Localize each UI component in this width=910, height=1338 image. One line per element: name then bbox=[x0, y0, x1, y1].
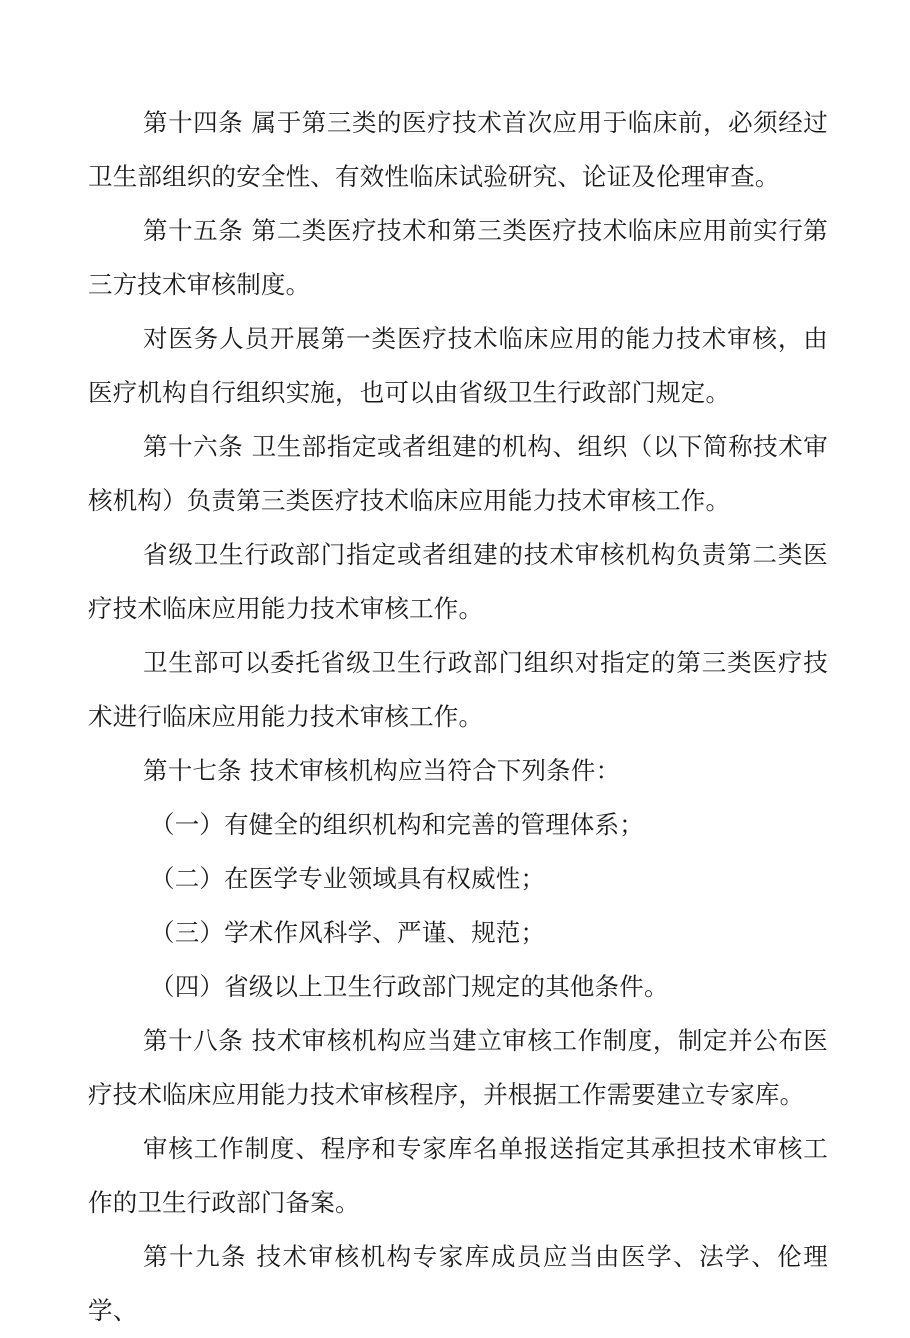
article-15: 第十五条 第二类医疗技术和第三类医疗技术临床应用前实行第三方技术审核制度。 bbox=[88, 216, 828, 299]
article-16-paragraph-2: 省级卫生行政部门指定或者组建的技术审核机构负责第二类医疗技术临床应用能力技术审核工作。 bbox=[88, 540, 828, 623]
article-17-item-1: （一）有健全的组织机构和完善的管理体系； bbox=[150, 810, 644, 839]
article-19: 第十九条 技术审核机构专家库成员应当由医学、法学、伦理学、 bbox=[88, 1242, 828, 1325]
article-17-item-4: （四）省级以上卫生行政部门规定的其他条件。 bbox=[150, 972, 669, 1001]
article-18: 第十八条 技术审核机构应当建立审核工作制度，制定并公布医疗技术临床应用能力技术审核程序，并根据工作需要建立专家库。 bbox=[88, 1026, 828, 1109]
article-17-item-2: （二）在医学专业领域具有权威性； bbox=[150, 864, 546, 893]
article-14: 第十四条 属于第三类的医疗技术首次应用于临床前，必须经过卫生部组织的安全性、有效性临床试验研究、论证及伦理审查。 bbox=[88, 108, 828, 191]
article-16: 第十六条 卫生部指定或者组建的机构、组织（以下简称技术审核机构）负责第三类医疗技术临床应用能力技术审核工作。 bbox=[88, 432, 828, 515]
article-17-item-3: （三）学术作风科学、严谨、规范； bbox=[150, 918, 546, 947]
article-16-paragraph-3: 卫生部可以委托省级卫生行政部门组织对指定的第三类医疗技术进行临床应用能力技术审核工作。 bbox=[88, 648, 828, 731]
article-15-paragraph-2: 对医务人员开展第一类医疗技术临床应用的能力技术审核，由医疗机构自行组织实施，也可以由省级卫生行政部门规定。 bbox=[88, 324, 828, 407]
article-17: 第十七条 技术审核机构应当符合下列条件： bbox=[143, 756, 621, 785]
article-18-paragraph-2: 审核工作制度、程序和专家库名单报送指定其承担技术审核工作的卫生行政部门备案。 bbox=[88, 1134, 828, 1217]
document-body bbox=[88, 96, 828, 1338]
